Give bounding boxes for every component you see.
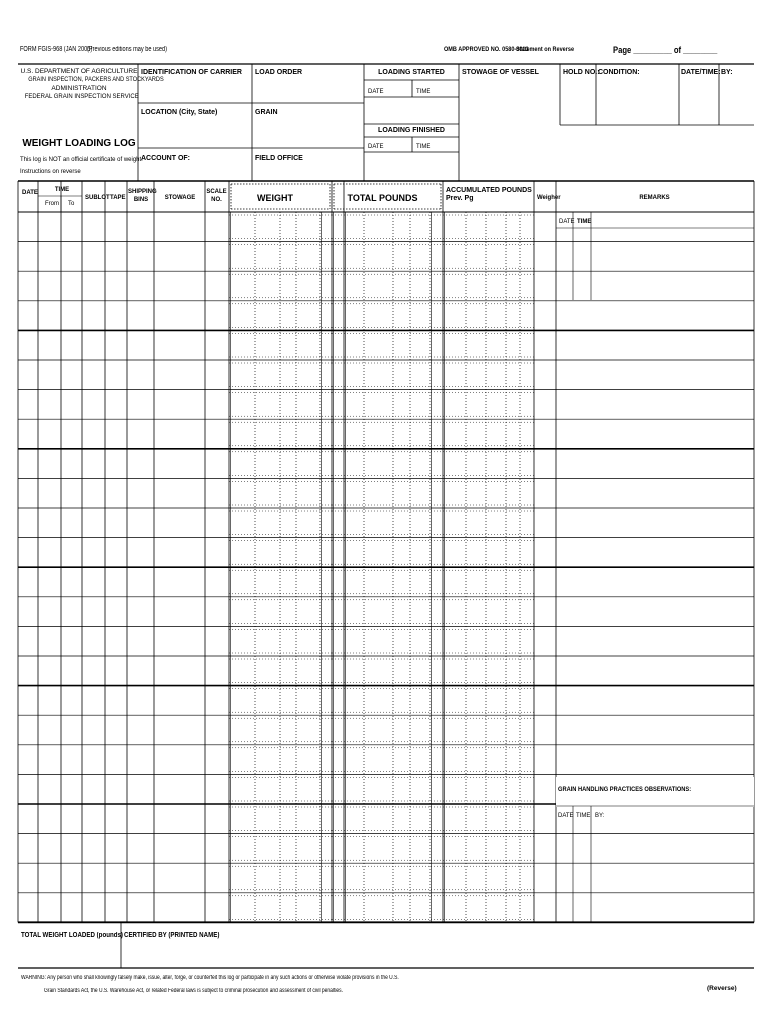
total-weight-label: TOTAL WEIGHT LOADED (pounds) <box>21 932 123 939</box>
condition-label: CONDITION: <box>598 69 640 76</box>
stowage-of-vessel-label: STOWAGE OF VESSEL <box>462 69 539 76</box>
agency-line-4: FEDERAL GRAIN INSPECTION SERVICE <box>24 93 139 101</box>
reverse-note: (Reverse) <box>707 985 737 992</box>
col-weight: WEIGHT <box>257 193 293 203</box>
location-input[interactable] <box>139 117 251 147</box>
form-title: WEIGHT LOADING LOG <box>22 138 136 149</box>
col-weigher: Weigher <box>537 195 561 201</box>
col-scale-no <box>205 188 228 204</box>
loading-started-label: LOADING STARTED <box>378 69 445 76</box>
hold-no-label: HOLD NO.: <box>563 69 600 76</box>
col-stowage: STOWAGE <box>164 195 196 201</box>
col-time-to: To <box>68 201 75 207</box>
agency-block <box>20 68 164 102</box>
form-id: FORM FGIS-968 (JAN 2005) <box>20 46 93 53</box>
datetime-label: DATE/TIME: <box>681 69 721 76</box>
instructions-note: Instructions on reverse <box>20 169 81 175</box>
agency-line-3: ADMINISTRATION <box>51 84 107 92</box>
account-of-input[interactable] <box>139 162 251 179</box>
finish-time-label: TIME <box>416 144 431 150</box>
col-accumulated-line-2: Prev. Pg <box>446 195 474 202</box>
col-time: TIME <box>54 187 70 193</box>
start-time-label: TIME <box>416 89 431 95</box>
warning-line-1: WARNING: Any person who shall knowingly falsely make, issue, alter, forge, or counterfeit this log or participate in any such actions or otherwise violate provisions in the U.S. <box>21 975 399 981</box>
col-accumulated-line-1: ACCUMULATED POUNDS <box>446 187 532 194</box>
not-official-note: This log is NOT an official certificate of weight. <box>20 157 143 163</box>
page-of-field[interactable]: Page _________ of ________ <box>613 45 718 55</box>
agency-line-1: U.S. DEPARTMENT OF AGRICULTURE <box>20 68 138 75</box>
observations-by-label: BY: <box>595 813 605 819</box>
col-time-from: From <box>45 201 59 207</box>
col-total-pounds: TOTAL POUNDS <box>347 193 418 203</box>
col-scale-line-2: NO. <box>211 197 222 203</box>
col-accumulated <box>446 187 532 203</box>
omb-approval: OMB APPROVED NO. 0580-0013 <box>444 46 529 53</box>
by-label: BY: <box>721 69 733 76</box>
remarks-date-label: DATE <box>559 219 575 225</box>
col-date: DATE <box>22 190 38 196</box>
certified-by-input[interactable] <box>122 940 762 968</box>
previous-editions-note: (Previous editions may be used) <box>87 46 167 53</box>
col-shipping-line-1: SHIPPING <box>128 189 157 195</box>
account-of-label: ACCOUNT OF: <box>141 155 190 162</box>
remarks-time-label: TIME <box>577 219 592 225</box>
carrier-label: IDENTIFICATION OF CARRIER <box>141 69 242 76</box>
location-label: LOCATION (City, State) <box>141 109 218 116</box>
statement-on-reverse: Statement on Reverse <box>516 46 575 53</box>
col-sublot: SUBLOT <box>85 195 110 201</box>
observations-time-label: TIME <box>576 813 591 819</box>
col-shipping-bins <box>128 188 157 204</box>
carrier-input[interactable] <box>139 76 251 103</box>
agency-line-2: GRAIN INSPECTION, PACKERS AND STOCKYARDS <box>28 76 164 84</box>
grain-input[interactable] <box>253 117 363 147</box>
loading-finished-label: LOADING FINISHED <box>378 127 445 134</box>
total-weight-input[interactable] <box>18 940 118 968</box>
load-order-input[interactable] <box>253 76 363 103</box>
finish-date-label: DATE <box>368 144 384 150</box>
start-date-label: DATE <box>368 89 384 95</box>
observations-title: GRAIN HANDLING PRACTICES OBSERVATIONS: <box>558 786 692 793</box>
col-scale-line-1: SCALE <box>206 189 227 195</box>
col-tape: TAPE <box>110 195 126 201</box>
warning-line-2: Grain Standards Act, the U.S. Warehouse Act, or related Federal laws is subject to criminal prosecution and assessment of civil penalties. <box>44 988 343 994</box>
certified-by-label: CERTIFIED BY (PRINTED NAME) <box>124 932 220 939</box>
load-order-label: LOAD ORDER <box>255 69 303 76</box>
observations-date-label: DATE <box>558 813 574 819</box>
field-office-input[interactable] <box>253 162 363 179</box>
col-remarks: REMARKS <box>639 195 670 201</box>
field-office-label: FIELD OFFICE <box>255 155 303 162</box>
col-shipping-line-2: BINS <box>133 197 149 203</box>
grain-label: GRAIN <box>255 109 278 116</box>
